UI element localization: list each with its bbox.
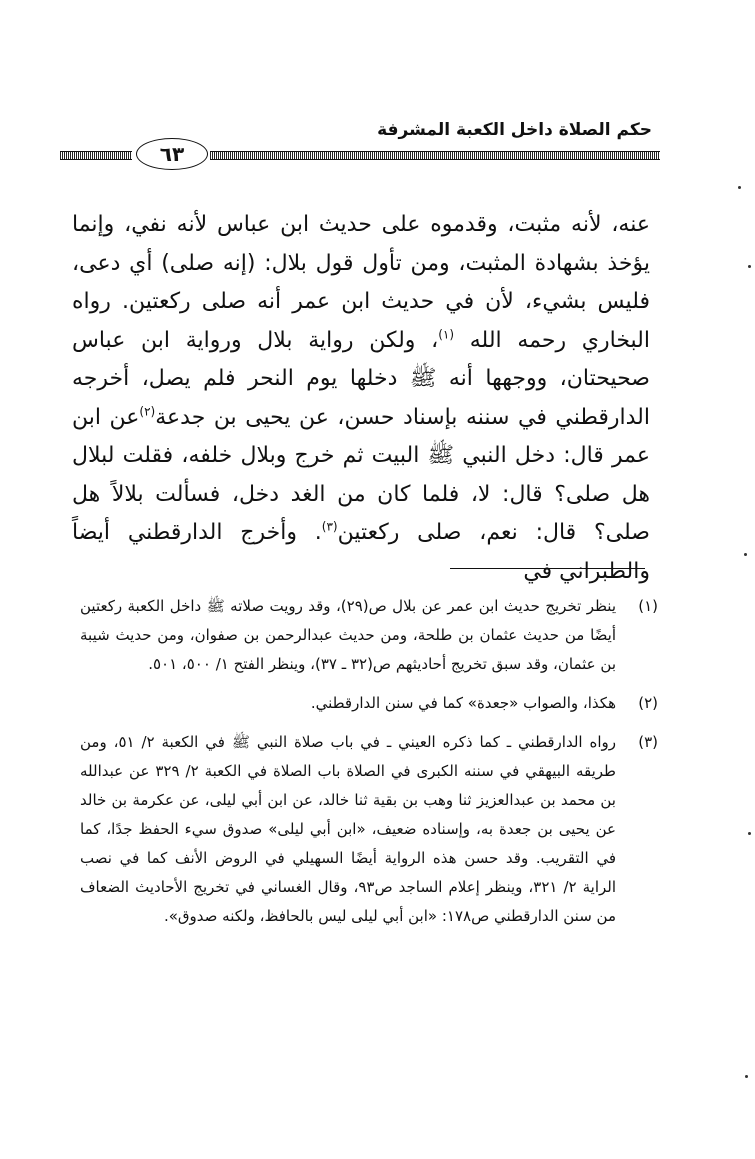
- text-segment-2: ، ولكن رواية بلال ورواية ابن عباس صحيحتان، ووجهها أنه ﷺ دخلها يوم النحر فلم يصل، أخرجه الدارقطني في سننه بإسناد حسن، عن يحيى بن جدعة: [72, 327, 650, 430]
- main-paragraph: [72, 206, 650, 591]
- footnote-text: ينظر تخريج حديث ابن عمر عن بلال ص(٢٩)، وقد رويت صلاته ﷺ داخل الكعبة ركعتين أيضًا من حديث عثمان بن طلحة، ومن حديث عبدالرحمن بن صفوان، ومن حديث شيبة بن عثمان، وقد سبق تخريج أحاديثهم ص(٣٢ ـ ٣٧)، وينظر الفتح ١/ ٥٠٠، ٥٠١.: [80, 597, 616, 673]
- footnote-number: (١): [638, 597, 658, 615]
- footnote-text: رواه الدارقطني ـ كما ذكره العيني ـ في باب صلاة النبي ﷺ في الكعبة ٢/ ٥١، ومن طريقه البيهقي في سننه الكبرى في الصلاة باب الصلاة في الكعبة ٢/ ٣٢٩ عن عبدالله بن محمد بن عبدالعزيز ثنا وهب بن بقية ثنا خالد، عن ابن أبي ليلى، عن عكرمة بن خالد عن يحيى بن جعدة به، وإسناده ضعيف، «ابن أبي ليلى» صدوق سيء الحفظ جدًا، كما في التقريب. وقد حسن هذه الرواية أيضًا السهيلي في الروض الأنف كما في نصب الراية ٢/ ٣٢١، وينظر إعلام الساجد ص٩٣، وقال الغساني في تخريج الأحاديث الضعاف من سنن الدارقطني ص١٧٨: «ابن أبي ليلى ليس بالحافظ، ولكنه صدوق».: [80, 733, 616, 925]
- scan-speck: [745, 1075, 748, 1078]
- footnote-ref-3: (٣): [321, 519, 338, 534]
- main-text: [72, 206, 650, 591]
- page-number: ٦٣: [136, 138, 208, 170]
- running-title: حكم الصلاة داخل الكعبة المشرفة: [377, 120, 652, 140]
- footnote-ref-2: (٢): [139, 404, 156, 419]
- footnotes: [80, 592, 658, 941]
- text-segment-1: عنه، لأنه مثبت، وقدموه على حديث ابن عباس لأنه نفي، وإنما يؤخذ بشهادة المثبت، ومن تأول قول بلال: (إنه صلى) أي دعى، فليس بشيء، لأن في حديث ابن عمر أنه صلى ركعتين. رواه البخاري رحمه الله: [72, 212, 650, 353]
- scan-speck: [748, 832, 751, 835]
- footnote-2: [80, 689, 658, 718]
- text-segment-4: . وأخرج الدارقطني أيضاً والطبراني في: [72, 520, 650, 584]
- footnote-separator: [450, 568, 645, 569]
- page-header: [60, 112, 660, 172]
- footnote-ref-1: (١): [438, 327, 455, 342]
- scan-speck: [748, 265, 751, 268]
- text-segment-3: عن ابن عمر قال: دخل النبي ﷺ البيت ثم خرج وبلال خلفه، فقلت لبلال هل صلى؟ قال: لا، فلما كان من الغد دخل، فسألت بلالاً هل صلى؟ قال: نعم، صلى ركعتين: [72, 404, 650, 545]
- footnote-1: [80, 592, 658, 679]
- footnote-number: (٢): [638, 694, 658, 712]
- footnote-text: هكذا، والصواب «جعدة» كما في سنن الدارقطني.: [310, 694, 616, 712]
- footnote-3: [80, 728, 658, 931]
- header-rule-left: [60, 151, 132, 160]
- scan-speck: [744, 553, 747, 556]
- scan-speck: [738, 186, 741, 189]
- header-rule-right: [210, 151, 660, 160]
- footnote-number: (٣): [638, 733, 658, 751]
